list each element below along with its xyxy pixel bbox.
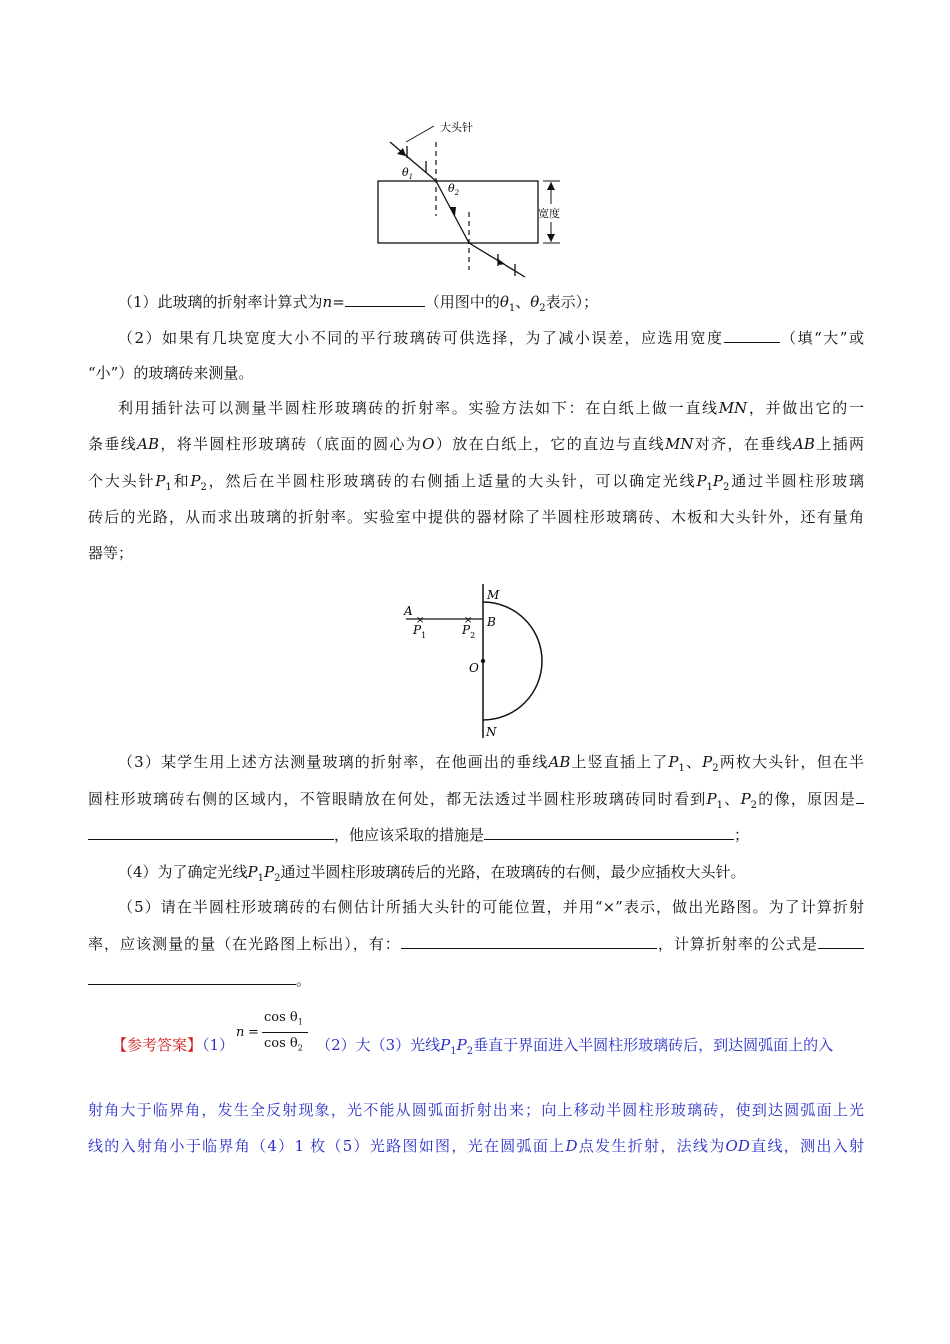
- answer-tag: 【参考答案】: [112, 1036, 203, 1054]
- label-p1: $P_1$: [413, 623, 427, 640]
- intro-line2: 条垂线AB，将半圆柱形玻璃砖（底面的圆心为O）放在白纸上，它的直边与直线MN对齐，在垂线AB上插两: [88, 435, 864, 453]
- question-5-line1: （5）请在半圆柱形玻璃砖的右侧估计所插大头针的可能位置，并用“×”表示，做出光路图。为了计算折射: [118, 898, 864, 916]
- theta2-label: $\theta_2$: [448, 182, 460, 197]
- answer-blank[interactable]: [88, 825, 334, 840]
- figure-glass-block: [360, 112, 590, 284]
- answer-formula: n = $\cos \theta_1$ $\cos \theta_2$: [236, 1010, 316, 1058]
- question-4: （4）为了确定光线$P_1P_2$通过半圆柱形玻璃砖后的光路，在玻璃砖的右侧，最少应插枚大头针。: [118, 863, 746, 884]
- theta1-label: $\theta_1$: [402, 166, 414, 181]
- pin-cross-icon: ×: [464, 615, 473, 626]
- answer-line2: 射角大于临界角，发生全反射现象，光不能从圆弧面折射出来；向上移动半圆柱形玻璃砖，使到达圆弧面上光: [88, 1101, 864, 1119]
- arrow-down-icon: [547, 234, 555, 242]
- answer-blank[interactable]: [401, 934, 657, 949]
- center-dot: [481, 659, 485, 663]
- intro-line4: 砖后的光路，从而求出玻璃的折射率。实验室中提供的器材除了半圆柱形玻璃砖、木板和大头针外，还有量角: [88, 508, 864, 526]
- question-2-line1: （2）如果有几块宽度大小不同的平行玻璃砖可供选择，为了减小误差，应选用宽度 （填“大”或: [118, 329, 864, 347]
- figure-semicircle: [396, 582, 556, 742]
- answer-blank[interactable]: [724, 328, 780, 343]
- question-3-line1: （3）某学生用上述方法测量玻璃的折射率，在他画出的垂线AB上竖直插上了$P_1$、$P_2$两枚大头针，但在半: [118, 753, 864, 774]
- width-label: 宽度: [538, 207, 560, 220]
- question-1: （1）此玻璃的折射率计算式为n= （用图中的$\theta_1$、$\theta_2$表示）；: [118, 293, 599, 314]
- label-p2: $P_2$: [462, 623, 476, 640]
- answer-line3: 线的入射角小于临界角（4）1 枚（5）光路图如图，光在圆弧面上D点发生折射，法线为OD直线，测出入射: [88, 1137, 864, 1155]
- emergent-ray: [469, 243, 525, 277]
- label-n: N: [486, 725, 497, 739]
- label-b: B: [487, 615, 496, 629]
- intro-line5: 器等；: [88, 544, 134, 562]
- answer-line1: 【参考答案】（1） （2）大（3）光线$P_1P_2$垂直于界面进入半圆柱形玻璃砖后，到达圆弧面上的入: [112, 1036, 834, 1057]
- question-3-line2: 圆柱形玻璃砖右侧的区域内，不管眼睛放在何处，都无法透过半圆柱形玻璃砖同时看到$P_1$、$P_2$的像，原因是: [88, 789, 864, 816]
- question-2-line2: “小”）的玻璃砖来测量。: [88, 364, 254, 382]
- intro-line3: 个大头针$P_1$和$P_2$，然后在半圆柱形玻璃砖的右侧插上适量的大头针，可以确定光线$P_1P_2$通过半圆柱形玻璃: [88, 472, 864, 493]
- pin-cross-icon: ×: [416, 615, 425, 626]
- pin-label: 大头针: [440, 121, 473, 134]
- label-a: A: [404, 604, 413, 618]
- answer-blank[interactable]: [88, 970, 296, 985]
- answer-blank[interactable]: [818, 934, 864, 949]
- arrow-up-icon: [547, 182, 555, 190]
- question-5-line3: 。: [88, 970, 864, 990]
- answer-blank[interactable]: [484, 825, 734, 840]
- question-5-line2: 率，应该测量的量（在光路图上标出），有： ，计算折射率的公式是: [88, 934, 864, 954]
- answer-blank[interactable]: [856, 789, 864, 804]
- answer-blank[interactable]: [345, 292, 425, 307]
- pin-pointer: [406, 126, 434, 142]
- question-3-line3: ，他应该采取的措施是 ；: [88, 825, 864, 845]
- label-o: O: [469, 661, 479, 675]
- label-m: M: [487, 588, 500, 602]
- intro-line1: 利用插针法可以测量半圆柱形玻璃砖的折射率。实验方法如下：在白纸上做一直线MN，并做出它的一: [118, 399, 864, 417]
- arrow-icon: [449, 207, 456, 216]
